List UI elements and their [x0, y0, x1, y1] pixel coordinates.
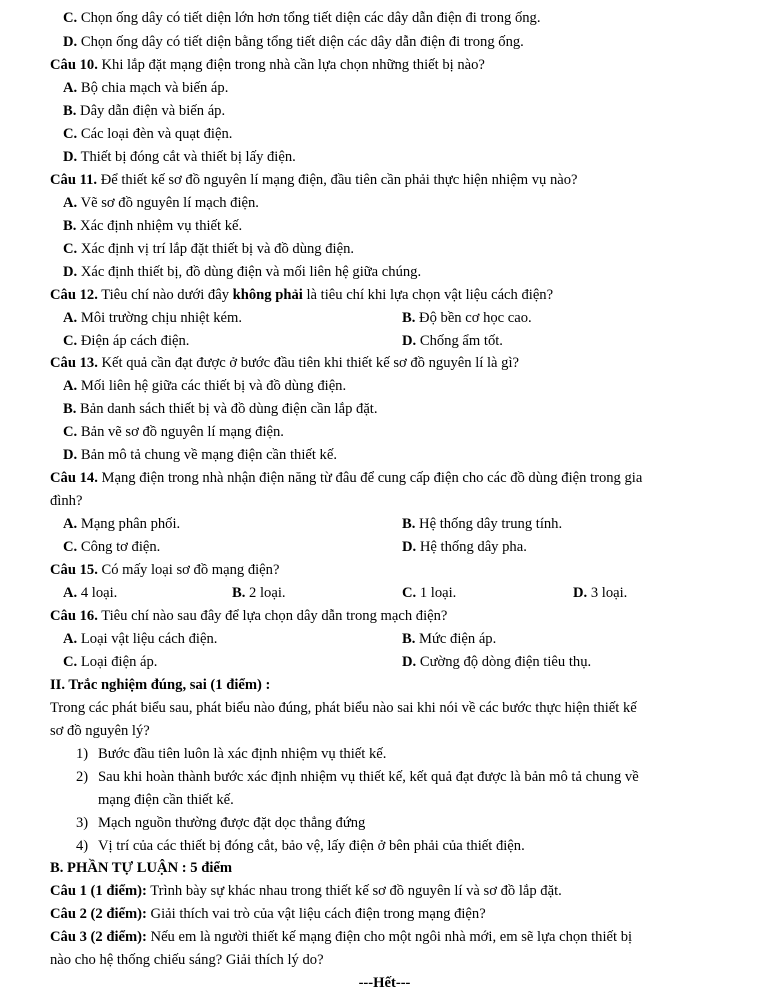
line-label: D.: [63, 149, 78, 165]
line-label: C.: [63, 654, 78, 670]
line-text: Bản danh sách thiết bị và đồ dùng điện cần lắp đặt.: [76, 401, 378, 417]
line-text: 1 loại.: [416, 585, 457, 601]
line-text: Điện áp cách điện.: [77, 333, 190, 349]
text-line: [573, 582, 627, 604]
line-label: A.: [63, 80, 78, 96]
line-label: Câu 10.: [50, 57, 98, 73]
text-line: [63, 651, 157, 673]
line-text: Dây dẫn điện và biến áp.: [76, 103, 226, 119]
text-line: [402, 628, 496, 650]
line-text: mạng điện cần thiết kế.: [98, 792, 234, 808]
line-label: D.: [63, 34, 78, 50]
line-text: 2): [76, 769, 89, 785]
line-text: 3): [76, 815, 89, 831]
line-text: Tiêu chí nào sau đây để lựa chọn dây dẫn trong mạch điện?: [97, 608, 448, 624]
line-text: đình?: [50, 493, 83, 509]
line-label: D.: [402, 654, 417, 670]
line-text: 1): [76, 746, 89, 762]
text-line: [50, 559, 279, 581]
line-label: C.: [63, 10, 78, 26]
line-text: Chống ẩm tốt.: [416, 333, 503, 349]
text-line: [63, 100, 225, 122]
text-line: [63, 628, 217, 650]
text-line: [98, 766, 639, 788]
text-line: [76, 835, 88, 857]
line-text: Môi trường chịu nhiệt kém.: [77, 310, 242, 326]
line-text: 4 loại.: [77, 585, 118, 601]
text-line: [50, 880, 562, 902]
line-text: Chọn ống dây có tiết diện bằng tổng tiết diện các dây dẫn điện đi trong ống.: [77, 34, 524, 50]
text-line: [63, 215, 242, 237]
line-text: Khi lắp đặt mạng điện trong nhà cần lựa chọn những thiết bị nào?: [97, 57, 485, 73]
text-line: [50, 169, 578, 191]
line-label: Câu 13.: [50, 355, 98, 371]
text-line: [50, 605, 447, 627]
line-text: Bản vẽ sơ đồ nguyên lí mạng điện.: [77, 424, 284, 440]
line-label: B.: [402, 631, 416, 647]
text-line: [0, 972, 769, 994]
line-label: C.: [402, 585, 417, 601]
text-line: [50, 926, 632, 948]
line-label: Câu 12.: [50, 287, 98, 303]
line-label: C.: [63, 539, 78, 555]
text-line: [76, 812, 88, 834]
text-line: [402, 536, 527, 558]
line-text: Độ bền cơ học cao.: [415, 310, 532, 326]
text-line: [76, 766, 88, 788]
text-line: [50, 720, 150, 742]
line-text: 2 loại.: [245, 585, 286, 601]
text-line: [50, 674, 270, 696]
line-label: ---Hết---: [358, 975, 411, 991]
line-text: Mối liên hệ giữa các thiết bị và đồ dùng điện.: [77, 378, 347, 394]
text-line: [50, 467, 642, 489]
text-line: [50, 284, 553, 306]
line-label: Câu 15.: [50, 562, 98, 578]
emphasis-text: không phải: [232, 287, 303, 303]
text-line: [50, 903, 486, 925]
line-label: C.: [63, 241, 78, 257]
line-text: Loại điện áp.: [77, 654, 158, 670]
text-line: [63, 307, 242, 329]
line-label: A.: [63, 310, 78, 326]
line-text: Tiêu chí nào dưới đây: [97, 287, 233, 303]
line-text: sơ đồ nguyên lý?: [50, 723, 150, 739]
text-line: [63, 582, 117, 604]
line-label: II. Trắc nghiệm đúng, sai (1 điểm): [50, 677, 262, 693]
line-label: A.: [63, 631, 78, 647]
line-label: C.: [63, 126, 78, 142]
line-label: A.: [63, 516, 78, 532]
line-label: A.: [63, 195, 78, 211]
text-line: [63, 7, 541, 29]
line-text: Xác định vị trí lắp đặt thiết bị và đồ dùng điện.: [77, 241, 355, 257]
line-label: B.: [63, 103, 77, 119]
line-text: Chọn ống dây có tiết diện lớn hơn tổng tiết diện các dây dẫn điện đi trong ống.: [77, 10, 541, 26]
line-label: D.: [63, 264, 78, 280]
line-label: C.: [63, 333, 78, 349]
line-text: :: [261, 677, 271, 693]
line-text: Giải thích vai trò của vật liệu cách điện trong mạng điện?: [146, 906, 486, 922]
text-line: [50, 490, 82, 512]
line-text-tail: là tiêu chí khi lựa chọn vật liệu cách điện?: [302, 287, 554, 303]
line-text: Cường độ dòng điện tiêu thụ.: [416, 654, 592, 670]
line-label: A.: [63, 378, 78, 394]
line-label: Câu 14.: [50, 470, 98, 486]
line-text: Vẽ sơ đồ nguyên lí mạch điện.: [77, 195, 259, 211]
line-label: Câu 3 (2 điểm):: [50, 929, 147, 945]
text-line: [402, 513, 562, 535]
text-line: [232, 582, 286, 604]
line-text: Loại vật liệu cách điện.: [77, 631, 218, 647]
text-line: [402, 330, 503, 352]
line-text: 3 loại.: [587, 585, 628, 601]
line-label: D.: [402, 333, 417, 349]
line-label: B.: [402, 516, 416, 532]
line-text: Bản mô tả chung về mạng điện cần thiết kế.: [77, 447, 337, 463]
line-label: B.: [63, 218, 77, 234]
text-line: [63, 513, 180, 535]
line-label: D.: [402, 539, 417, 555]
line-text: Các loại đèn và quạt điện.: [77, 126, 233, 142]
line-label: Câu 2 (2 điểm):: [50, 906, 147, 922]
text-line: [63, 192, 259, 214]
line-label: Câu 16.: [50, 608, 98, 624]
text-line: [63, 31, 524, 53]
line-text: Mức điện áp.: [415, 631, 497, 647]
text-line: [402, 307, 532, 329]
text-line: [98, 743, 386, 765]
text-line: [63, 536, 160, 558]
line-text: Nếu em là người thiết kế mạng điện cho một ngôi nhà mới, em sẽ lựa chọn thiết bị: [146, 929, 633, 945]
line-text: Kết quả cần đạt được ở bước đầu tiên khi thiết kế sơ đồ nguyên lí là gì?: [97, 355, 519, 371]
text-line: [50, 352, 519, 374]
line-label: A.: [63, 585, 78, 601]
line-text: Hệ thống dây pha.: [416, 539, 527, 555]
line-text: Sau khi hoàn thành bước xác định nhiệm vụ thiết kế, kết quả đạt được là bản mô tả chung về: [98, 769, 639, 785]
line-label: C.: [63, 424, 78, 440]
line-text: Công tơ điện.: [77, 539, 161, 555]
line-text: Xác định thiết bị, đồ dùng điện và mối liên hệ giữa chúng.: [77, 264, 422, 280]
text-line: [63, 261, 421, 283]
line-label: Câu 1 (1 điểm):: [50, 883, 147, 899]
line-text: Trình bày sự khác nhau trong thiết kế sơ đồ nguyên lí và sơ đồ lắp đặt.: [146, 883, 562, 899]
text-line: [63, 421, 284, 443]
line-label: B.: [63, 401, 77, 417]
text-line: [63, 77, 228, 99]
text-line: [63, 444, 337, 466]
text-line: [98, 789, 234, 811]
line-text: Để thiết kế sơ đồ nguyên lí mạng điện, đầu tiên cần phải thực hiện nhiệm vụ nào?: [97, 172, 578, 188]
line-text: Trong các phát biểu sau, phát biểu nào đúng, phát biểu nào sai khi nói về các bước thực hiện thiết kế: [50, 700, 637, 716]
text-line: [402, 582, 456, 604]
line-label: D.: [573, 585, 588, 601]
line-text: nào cho hệ thống chiếu sáng? Giải thích lý do?: [50, 952, 324, 968]
line-text: Bước đầu tiên luôn là xác định nhiệm vụ thiết kế.: [98, 746, 387, 762]
line-text: Xác định nhiệm vụ thiết kế.: [76, 218, 243, 234]
text-line: [50, 54, 485, 76]
text-line: [98, 835, 525, 857]
line-label: B.: [232, 585, 246, 601]
text-line: [63, 375, 346, 397]
text-line: [76, 743, 88, 765]
line-label: Câu 11.: [50, 172, 98, 188]
line-text: Vị trí của các thiết bị đóng cắt, bảo vệ, lấy điện ở bên phải của thiết điện.: [98, 838, 525, 854]
line-text: Có mấy loại sơ đồ mạng điện?: [97, 562, 280, 578]
text-line: [63, 398, 378, 420]
line-text: Mạng phân phối.: [77, 516, 181, 532]
line-label: B. PHẦN TỰ LUẬN : 5 điểm: [50, 860, 233, 876]
line-text: Thiết bị đóng cắt và thiết bị lấy điện.: [77, 149, 296, 165]
text-line: [402, 651, 591, 673]
text-line: [50, 949, 324, 971]
line-label: D.: [63, 447, 78, 463]
text-line: [63, 330, 189, 352]
line-label: B.: [402, 310, 416, 326]
text-line: [50, 857, 232, 879]
text-line: [63, 123, 232, 145]
text-line: [50, 697, 637, 719]
text-line: [63, 146, 296, 168]
line-text: 4): [76, 838, 89, 854]
line-text: Mạch nguồn thường được đặt dọc thẳng đứng: [98, 815, 366, 831]
line-text: Hệ thống dây trung tính.: [415, 516, 563, 532]
line-text: Mạng điện trong nhà nhận điện năng từ đâu để cung cấp điện cho các đồ dùng điện trong gia: [97, 470, 643, 486]
text-line: [98, 812, 365, 834]
line-text: Bộ chia mạch và biến áp.: [77, 80, 229, 96]
text-line: [63, 238, 354, 260]
